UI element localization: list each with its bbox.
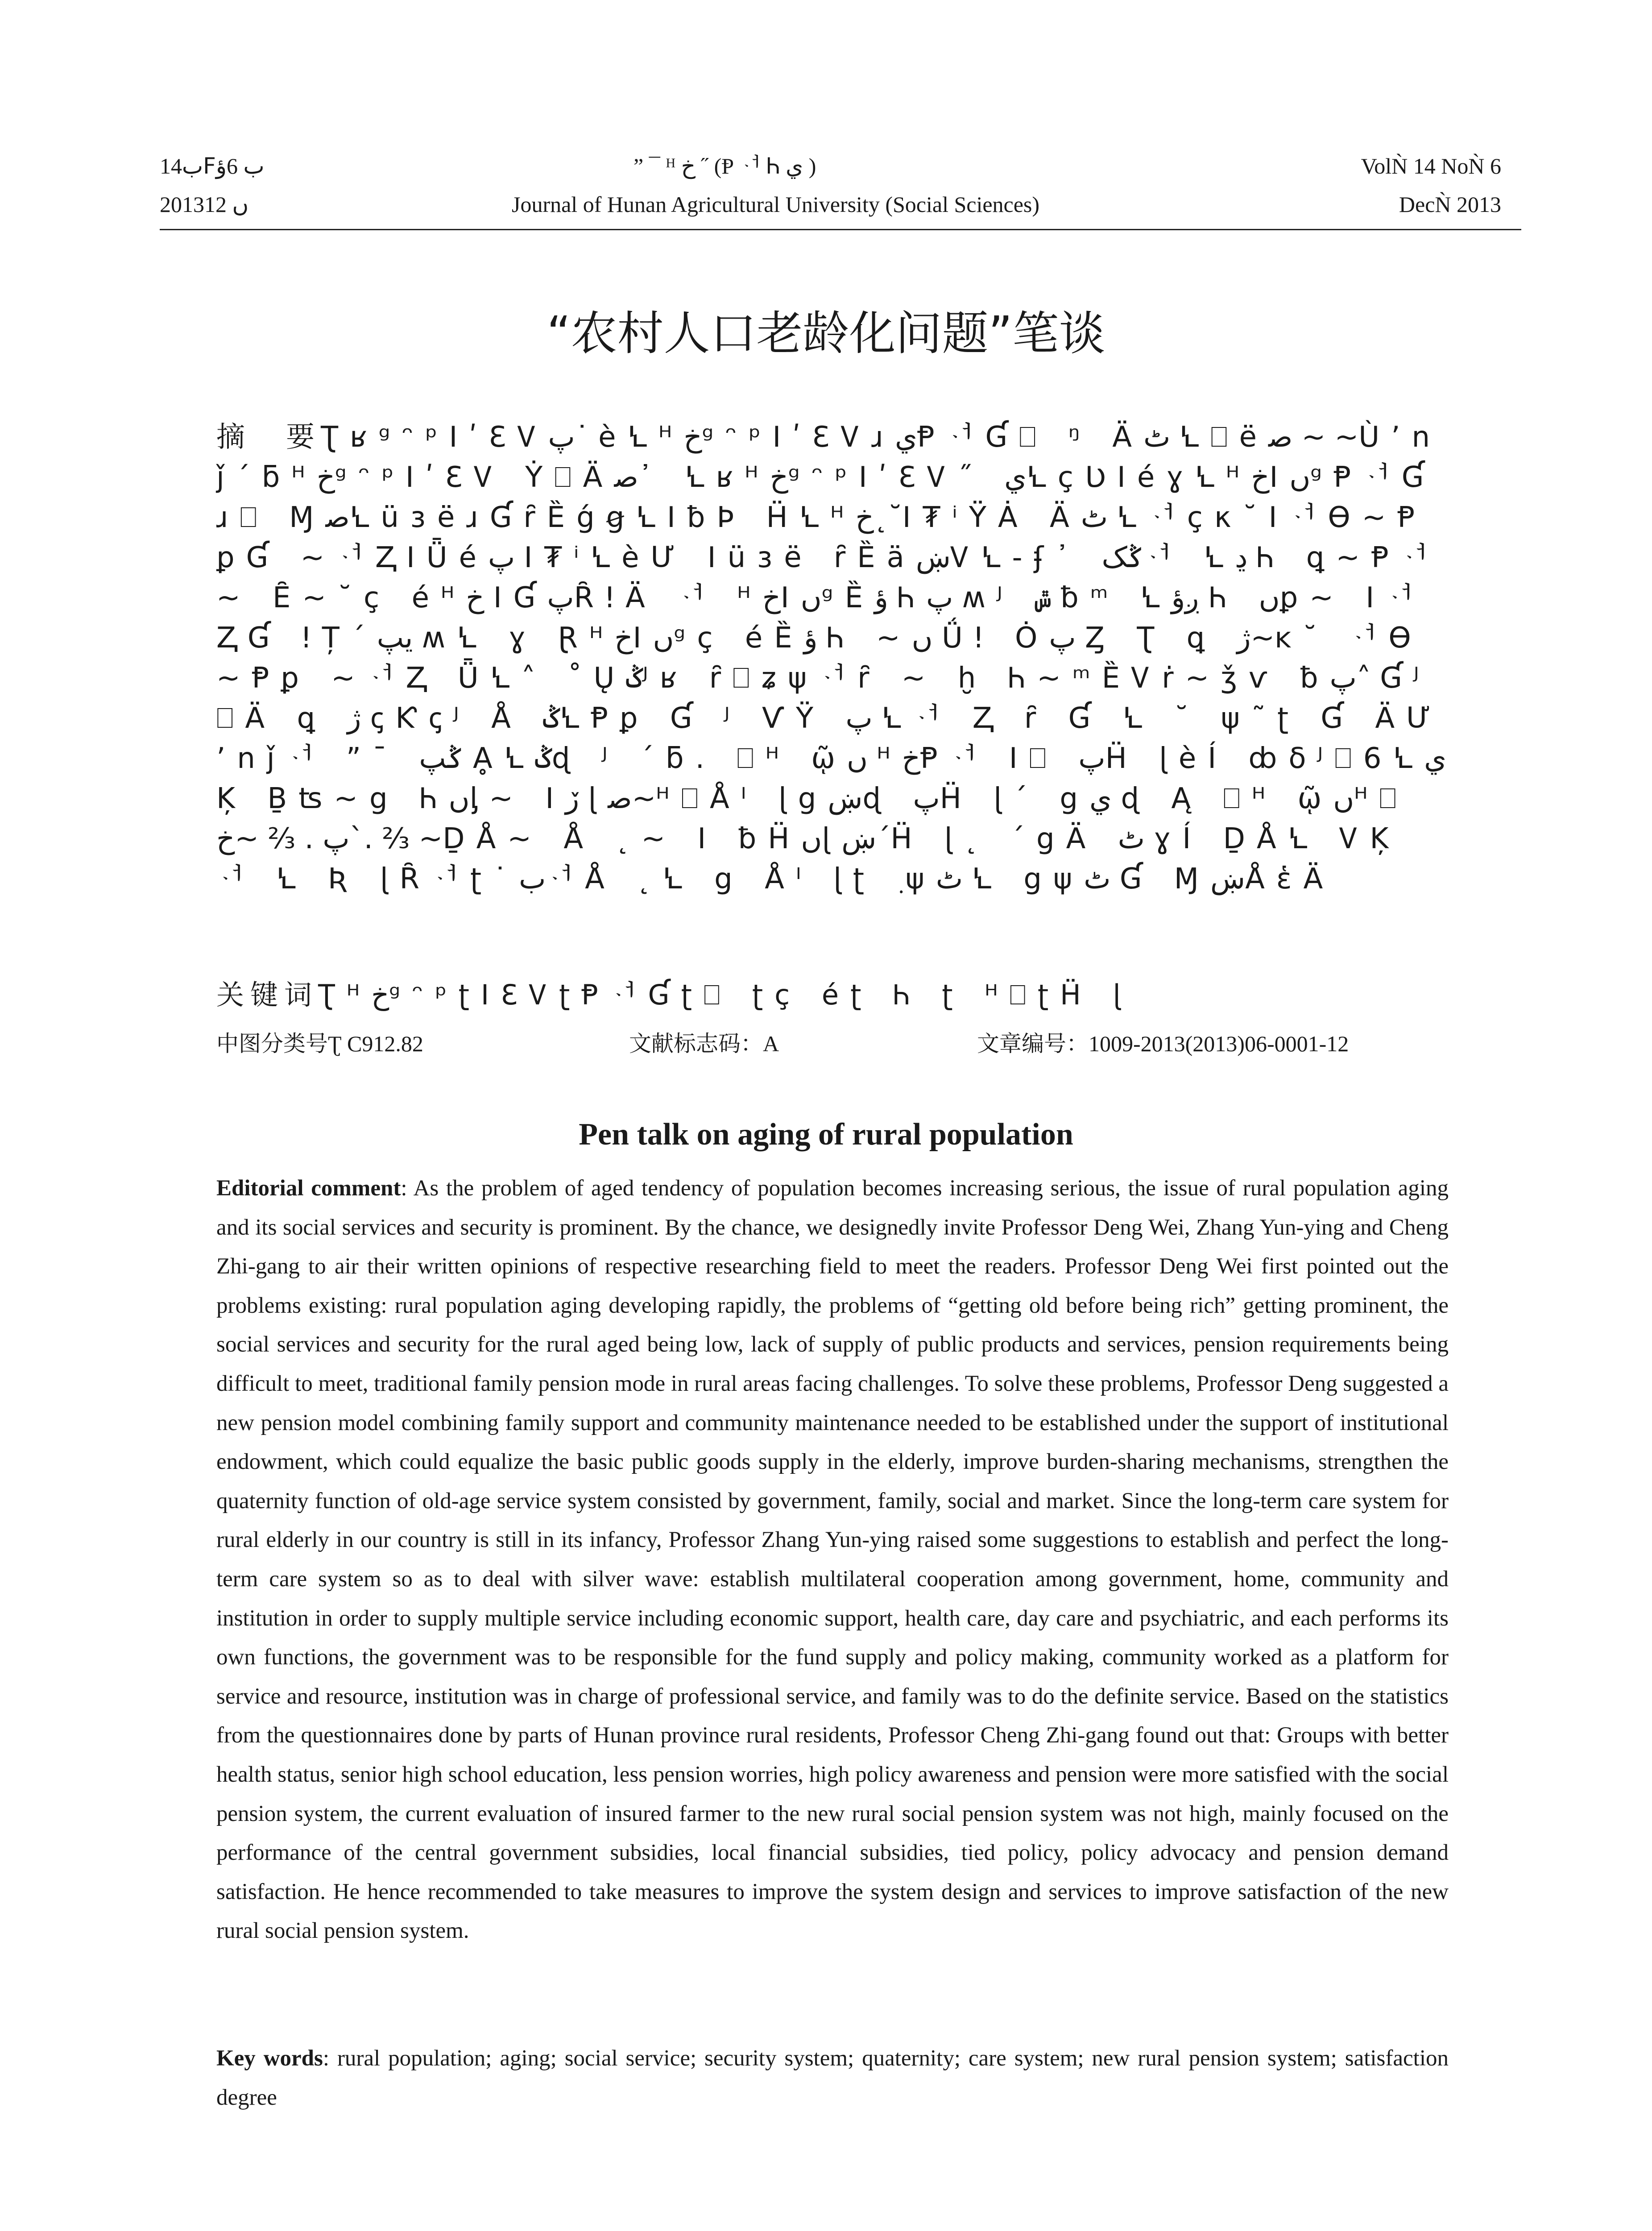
keywords-en-text: : rural population; aging; social service; security system; quaternity; care system; new rural pension system; satisfaction degree [216, 2046, 1449, 2110]
header-volume-cn: ب14ꓝب 6ؤ [160, 153, 265, 178]
header-rule [160, 229, 1521, 230]
header-date-cn: 2013ں 12 [160, 192, 249, 217]
abstract-cn-sep: Ʈ [321, 421, 350, 454]
title-cn: “农村人口老龄化问题”笔谈 [547, 306, 1105, 361]
editorial-comment [216, 1169, 1449, 1951]
document-code-value: A [763, 1031, 779, 1056]
abstract-cn [216, 417, 1448, 899]
clc-value: C912.82 [341, 1031, 423, 1056]
clc-sep: Ʈ [328, 1031, 342, 1056]
header-journal-en: Journal of Hunan Agricultural University (Social Sciences) [512, 192, 1040, 217]
editorial-comment-text: : As the problem of aged tendency of population becomes increasing serious, the issue of rural population aging and its social services and security is prominent. By the chance, we designedly invite Professor Deng Wei, Zhang Yun-ying and Cheng Zhi-gang to air their written opinions of respective researching field to meet the readers. Professor Deng Wei first pointed out the problems existing: rural population aging developing rapidly, the problems of “getting old before being rich” getting prominent, the social services and security for the rural aged being low, lack of supply of public products and services, pension requirements being difficult to meet, traditional family pension mode in rural areas facing challenges. To solve these problems, Professor Deng suggested a new pension model combining family support and community maintenance needed to be established under the support of institutional endowment, which could equalize the basic public goods supply in the elderly, improve burden-sharing mechanisms, strengthen the quaternity function of old-age service system consisted by government, family, social and market. Since the long-term care system for rural elderly in our country is still in its infancy, Professor Zhang Yun-ying raised some suggestions to establish and perfect the long-term care system so as to deal with silver wave: establish multilateral cooperation among government, home, community and institution in order to supply multiple service including economic support, health care, day care and psychiatric, and each performs its own functions, the government was to be responsible for the fund supply and policy making, community worked as a platform for service and resource, institution was in charge of professional service, and family was to do the definite service. Based on the statistics from the questionnaires done by parts of Hunan province rural residents, Professor Cheng Zhi-gang found out that: Groups with better health status, senior high school education, less pension worries, high policy awareness and pension were more satisfied with the social pension system, the current evaluation of insured farmer to the new rural social pension system was not high, mainly focused on the performance of the central government subsidies, local financial subsidies, tied policy, policy advocacy and pension demand satisfaction. He hence recommended to take measures to improve the system design and services to improve satisfaction of the new rural social pension system. [216, 1176, 1449, 1944]
header-volume-en: VolǸ 14 NoǸ 6 [1361, 153, 1501, 178]
document-code [629, 1028, 779, 1059]
keywords-en [216, 2039, 1449, 2117]
article-number-value: 1009-2013(2013)06-0001-12 [1089, 1031, 1349, 1056]
keywords-en-label: Key words [216, 2046, 323, 2071]
article-number [977, 1028, 1349, 1059]
keywords-cn-label: 关键词 [216, 979, 319, 1011]
header-date-en: DecǸ 2013 [1399, 192, 1501, 217]
document-code-label: 文献标志码： [629, 1031, 763, 1057]
keywords-cn-sep: Ʈ [318, 979, 347, 1011]
abstract-cn-text: ʁᵍᵔᵖⵏʹƐᏙپ˙ èꝆᴴخᵍᵔᵖⵏʹƐᏙɹيⱣᆟƓ⎕ ᵑ Äٹ Ꝇ⎕ëﺻ ~ ~ÙʼnǰˊƃᴴخᵍᵔᵖⵏʹƐᏙ Ẏ⎕Äﺻ᾽ ꝆʁᴴخᵍᵔᵖⵏʹƐᏙ˝ يꝆçƲⵏéɣꝆᴴخⵏںᵍⱣᆟƓɹ⎕ ⱮﺻꝆüɜëɹƓȓȄǵꞡꝆⵏƀÞ ḦꝆᴴخ˛˘ⵏ₮ⁱŸȦ Äٹ Ꝇᆟçκ˘ⵏᆟƟ~ⱣꝑƓ ~ᆟⱫⵏǕéپ ⵏ₮ⁱꝆèƯ ⵏüɜë ȓȄäښᏙꝆ-ʄ᾽ ݣکᆟ Ꝇڍ Ꮒ ꝗ~Ᵽᆟ~ Ȇ~˘ç éᴴخ ⵏƓپȒǃÄ ᆟ ᴴخⵏںᵍȄؤ Ꮒپ ʍᴶ ݜ ƀᵐ Ꝇږؤ Ꮒ ںꝑ~ ⵏᆟⱫƓ ǃȚˊيپ ʍꝆ ɣ Ɽᴴخⵏںᵍç éȄؤ Ꮒ ~ں Ǘǃ Ȯپ Ȥ Ʈ ꝗ ژ~ĸ˘ ᆟƟ~Ᵽꝑ ~ᆟⱫ ǕꝆ˄ ˚Ųݣᴶʁ ȓ⎕ʑψᆟȓ ~ ḫ Ꮒ~ᵐȄᏙṙ~ǯѵ ƀپ˄ Ɠᴶ⎕Ä ꝗ ژ ꞔƘꞔᴶ Å ݣꝆⱣꝑ Ɠ ᴶ ѴŸ پ Ꝇᆟ Ⱬ ȓ Ɠ Ꝇ ˘ ψ˜ʈ Ɠ ÄƯʼnǰᆟ ”¯ ݣپ ḀꝆݣɖ ᴶ ˊƃ. ⎕ᴴ ῷں ᴴخⱣᆟ ⵏ⎕ پḦ ɭèÍ ȸδᴶ⎕6ꝆيĶ Ḇʦ~g Ꮒںᶅ~ ⵏڒ ɭﺻ~ᴴ⎕Åᴵ ɭgښɖ پḦ ɭˊ gي ɖ Ą ⎕ᴴ ῷںᴴ⎕ پ . ⅔ ~خˋ. ⅔ ~ḎÅ~ Å ˛~ ⵏ ƀḦںɭښˊḦ ɭ˛ ˊgÄ ٹ ɣÍ ḎÅꝆ ᏙĶ ᆟ Ꝇ Ʀ ɭȒᆟʈ˙بᆟÅ ˛Ꝇ g Åᴵ ɭʈ ٜ ψٹ Ꝇ gψٹ Ɠ ⱮښÅἑÄ [216, 421, 1447, 896]
keywords-cn [216, 977, 1448, 1013]
keywords-cn-text: ᴴخᵍᵔᵖʈⵏƐᏙʈⱣᆟƓʈ⎕ ʈç éʈ Ꮒ ʈ ᴴ⎕ʈḦ ɭ [346, 979, 1132, 1011]
editorial-comment-label: Editorial comment [216, 1176, 401, 1201]
clc-number [216, 1028, 423, 1059]
article-number-label: 文章编号： [977, 1031, 1089, 1057]
header-journal-cn: ” ¯ ᴴ خ ˝ (Ᵽ ᆟ Ꮒ ي ) [633, 153, 816, 178]
clc-label: 中图分类号 [216, 1031, 328, 1057]
abstract-cn-label: 摘 要 [216, 421, 321, 454]
title-en: Pen talk on aging of rural population [579, 1117, 1073, 1152]
